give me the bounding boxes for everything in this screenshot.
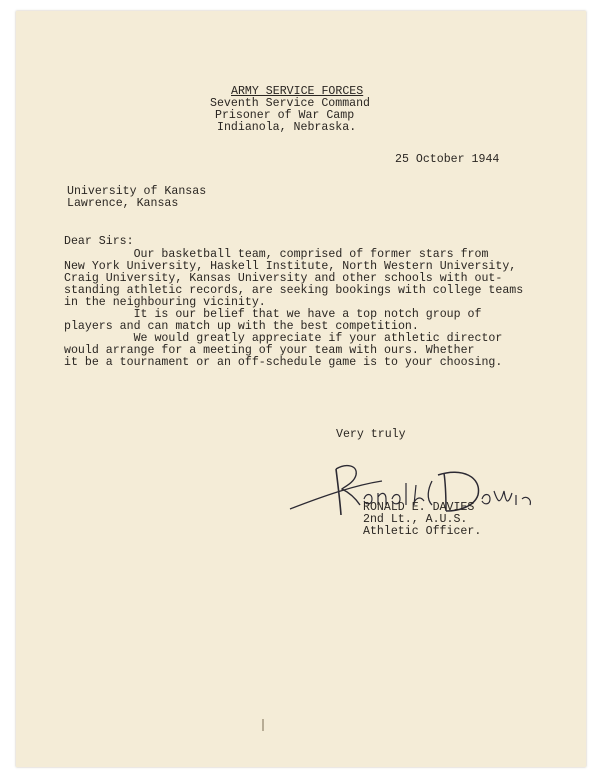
- salutation: Dear Sirs:: [64, 235, 134, 248]
- body-line: It is our belief that we have a top notch group of: [64, 308, 482, 321]
- body-line: players and can match up with the best competition.: [64, 320, 419, 333]
- letterhead-location: Indianola, Nebraska.: [217, 121, 357, 134]
- recipient-name: University of Kansas: [67, 185, 207, 198]
- body-line: in the neighbouring vicinity.: [64, 296, 266, 309]
- signatory-rank: 2nd Lt., A.U.S.: [363, 513, 468, 526]
- paper-mark: [262, 719, 264, 731]
- body-line: it be a tournament or an off-schedule game is to your choosing.: [64, 356, 503, 369]
- body-line: Our basketball team, comprised of former stars from: [64, 248, 489, 261]
- body-line: would arrange for a meeting of your team with ours. Whether: [64, 344, 475, 357]
- letter-date: 25 October 1944: [395, 153, 500, 166]
- closing: Very truly: [336, 428, 406, 441]
- letter-page: [16, 11, 586, 767]
- signatory-title: Athletic Officer.: [363, 525, 482, 538]
- body-line: We would greatly appreciate if your athletic director: [64, 332, 503, 345]
- body-line: New York University, Haskell Institute, North Western University,: [64, 260, 517, 273]
- signatory-name: RONALD E. DAVIES: [363, 501, 475, 514]
- letterhead-command: Seventh Service Command: [210, 97, 371, 110]
- body-line: Craig University, Kansas University and other schools with out-: [64, 272, 503, 285]
- letterhead-org: ARMY SERVICE FORCES: [231, 85, 364, 98]
- recipient-address: Lawrence, Kansas: [67, 197, 179, 210]
- body-line: standing athletic records, are seeking bookings with college teams: [64, 284, 524, 297]
- letterhead-camp: Prisoner of War Camp: [215, 109, 355, 122]
